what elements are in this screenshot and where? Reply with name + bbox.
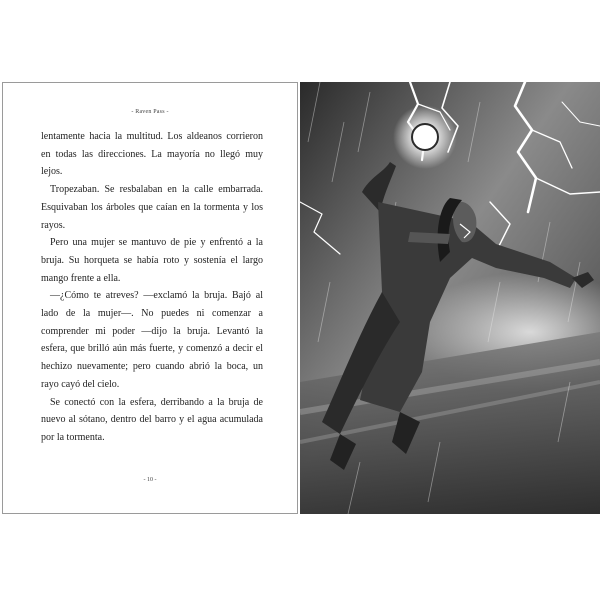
paragraph: lentamente hacia la multitud. Los aldeanos corrieron en todas las direcciones. La mayoría no llegó muy lejos. [41, 131, 263, 178]
witch-storm-illustration [300, 82, 600, 514]
glowing-orb [412, 124, 438, 150]
right-page-illustration [300, 82, 600, 514]
page-number: - 10 - [143, 477, 157, 483]
paragraph: —¿Cómo te atreves? —exclamó la bruja. Bajó al lado de la mujer—. No puedes ni comenzar a comprender mi poder —dijo la bruja. Levantó la esfera, que brilló aún más fuerte, y comenzó a decir el hechizo nuevamente; pero cuando abrió la boca, un rayo cayó del cielo. [41, 290, 263, 390]
paragraph: Tropezaban. Se resbalaban en la calle embarrada. Esquivaban los árboles que caían en la tormenta y los rayos. [41, 184, 263, 231]
paragraph: Se conectó con la esfera, derribando a la bruja de nuevo al sótano, dentro del barro y el agua acumulada por la tormenta. [41, 396, 263, 443]
paragraph: Pero una mujer se mantuvo de pie y enfrentó a la bruja. Su horqueta se había roto y sostenía el largo mango frente a ella. [41, 237, 263, 284]
body-text [41, 128, 263, 447]
running-header: - Raven Pass - [131, 109, 169, 115]
left-page [2, 82, 298, 514]
